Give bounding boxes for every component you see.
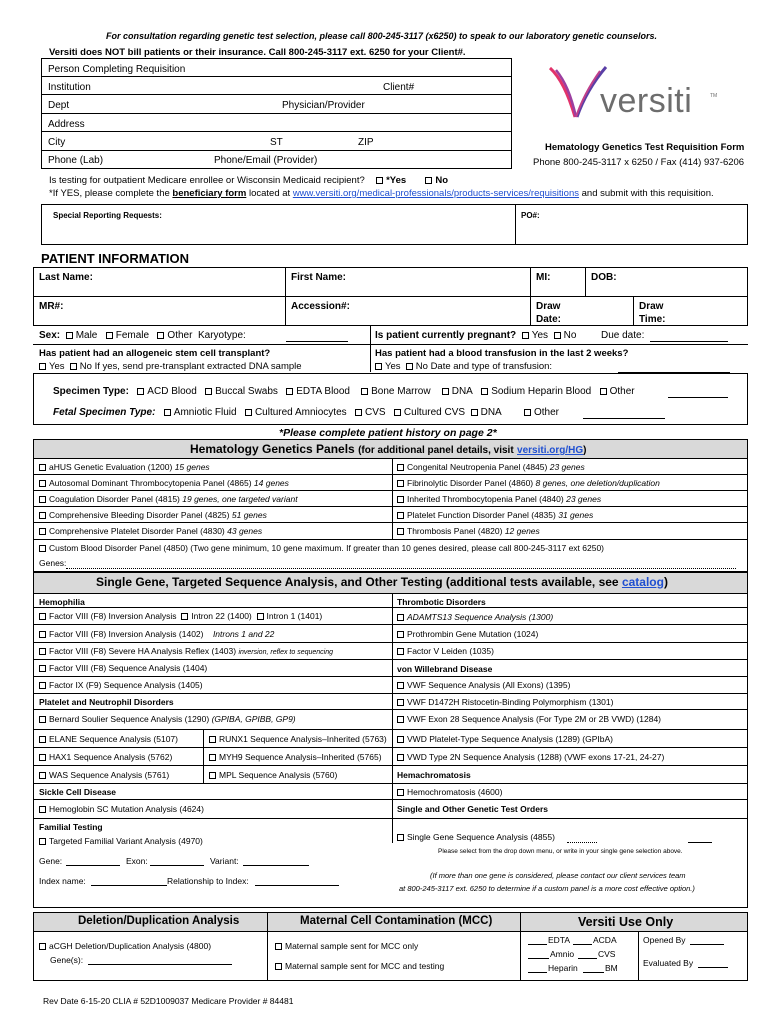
vwf-d1472h-checkbox[interactable] xyxy=(397,699,404,706)
familial-heading: Familial Testing xyxy=(39,822,103,832)
custom-genes-label: Genes: xyxy=(39,558,67,568)
draw-date-field[interactable]: Date: xyxy=(536,314,562,325)
medicare-yes-checkbox[interactable] xyxy=(376,177,383,184)
variant-label: Variant: xyxy=(210,856,239,866)
fetal-other-input[interactable] xyxy=(583,418,665,419)
mr-field[interactable]: MR#: xyxy=(39,301,64,312)
vwf-exon28-checkbox[interactable] xyxy=(397,716,404,723)
sex-male-label: Male xyxy=(75,330,98,341)
panel-item xyxy=(39,510,267,520)
f8-seq-checkbox[interactable] xyxy=(39,665,46,672)
bernard-row xyxy=(39,714,296,724)
transplant-question: Has patient had an allogeneic stem cell transplant? xyxy=(39,348,271,359)
panel-checkbox[interactable] xyxy=(39,528,46,535)
phone-email-field[interactable]: Phone/Email (Provider) xyxy=(214,155,318,166)
panel-checkbox[interactable] xyxy=(397,464,404,471)
panel-gene-count: 31 genes xyxy=(558,510,594,520)
vwd-type2n-label: VWD Type 2N Sequence Analysis (1288) (VWF exons 17-21, 24-27) xyxy=(407,752,665,762)
elane-label: ELANE Sequence Analysis (5107) xyxy=(49,734,178,744)
specimen-row xyxy=(53,386,635,397)
single-heading: Single Gene, Targeted Sequence Analysis, and Other Testing (additional tests available, see xyxy=(96,575,619,589)
exon-input[interactable] xyxy=(150,865,204,866)
fetal-cvs-label: CVS xyxy=(365,407,386,418)
runx1-row xyxy=(209,734,387,744)
cvs-label: CVS xyxy=(598,949,616,959)
transplant-yes-checkbox[interactable] xyxy=(39,363,46,370)
specimen-acd-label: ACD Blood xyxy=(147,386,197,397)
fvl-checkbox[interactable] xyxy=(397,648,404,655)
panel-name: Comprehensive Bleeding Disorder Panel (4825) xyxy=(49,510,230,520)
bm-label: BM xyxy=(605,963,618,973)
specimen-other-input[interactable] xyxy=(668,397,728,398)
city-field[interactable]: City xyxy=(48,137,66,148)
hemochrom-checkbox[interactable] xyxy=(397,789,404,796)
panel-item xyxy=(397,526,540,536)
panel-checkbox[interactable] xyxy=(39,464,46,471)
panel-item xyxy=(397,494,601,504)
pregnant-yes-label: Yes xyxy=(531,330,549,341)
panel-name: aHUS Genetic Evaluation (1200) xyxy=(49,462,173,472)
fvl-row xyxy=(397,646,494,656)
intron22-checkbox[interactable] xyxy=(181,613,188,620)
po-number-field[interactable]: PO#: xyxy=(521,211,540,220)
physician-field[interactable]: Physician/Provider xyxy=(282,100,365,111)
f8-severe-checkbox[interactable] xyxy=(39,648,46,655)
amnio-label: Amnio xyxy=(550,949,575,959)
due-date-label: Due date: xyxy=(601,330,645,341)
deldup-genes-input[interactable] xyxy=(88,964,232,965)
single-seq-row xyxy=(397,832,555,842)
mcc-testing-row xyxy=(275,961,444,971)
hemophilia-heading: Hemophilia xyxy=(39,597,85,607)
intron1-label: Intron 1 (1401) xyxy=(266,611,323,621)
trademark: TM xyxy=(710,93,718,99)
index-label: Index name: xyxy=(39,876,86,886)
acgh-label: aCGH Deletion/Duplication Analysis (4800) xyxy=(49,941,212,951)
draw-time-field[interactable]: Time: xyxy=(639,314,666,325)
acgh-row xyxy=(39,941,211,951)
single-heading-row xyxy=(96,575,668,589)
state-field[interactable]: ST xyxy=(270,137,283,148)
hemochrom-row xyxy=(397,787,502,797)
panels-heading-row xyxy=(190,442,587,456)
panel-name: Thrombosis Panel (4820) xyxy=(407,526,503,536)
sex-male-checkbox[interactable] xyxy=(66,332,73,339)
vwf-all-checkbox[interactable] xyxy=(397,682,404,689)
patient-info-heading: PATIENT INFORMATION xyxy=(41,251,190,266)
specimen-heparin-checkbox[interactable] xyxy=(481,388,488,395)
fetal-other-checkbox[interactable] xyxy=(524,409,531,416)
was-label: WAS Sequence Analysis (5761) xyxy=(49,770,170,780)
accession-field[interactable]: Accession#: xyxy=(291,301,350,312)
f9-seq-checkbox[interactable] xyxy=(39,682,46,689)
versiti-logo-icon xyxy=(548,65,608,120)
fetal-dna-checkbox[interactable] xyxy=(471,409,478,416)
bernard-checkbox[interactable] xyxy=(39,716,46,723)
transfusion-question: Has patient had a blood transfusion in the last 2 weeks? xyxy=(375,348,629,359)
adamts13-label: ADAMTS13 Sequence Analysis (1300) xyxy=(407,612,554,622)
custom-panel-label: Custom Blood Disorder Panel (4850) (Two gene minimum, 10 gene maximum. If greater than 10 genes desired, please call 800-245-3117 ext 6250) xyxy=(49,543,605,553)
due-date-input[interactable] xyxy=(650,341,728,342)
panel-name: Coagulation Disorder Panel (4815) xyxy=(49,494,180,504)
opened-by-label: Opened By xyxy=(643,935,686,945)
targeted-row xyxy=(39,836,203,846)
vwd-type2n-checkbox[interactable] xyxy=(397,754,404,761)
fetal-other-label: Other xyxy=(533,407,559,418)
transplant-no-label: No If yes, send pre-transplant extracted DNA sample xyxy=(79,361,302,372)
prothrombin-row xyxy=(397,629,538,639)
panels-heading-close: ) xyxy=(583,445,587,456)
panel-gene-count: 23 genes xyxy=(566,494,602,504)
single-gene-dropdown[interactable] xyxy=(567,842,597,843)
vwf-d1472h-row xyxy=(397,697,613,707)
custom-genes-input[interactable] xyxy=(66,568,736,569)
specimen-other-checkbox[interactable] xyxy=(600,388,607,395)
panel-gene-count: 15 genes xyxy=(174,462,210,472)
panel-item xyxy=(39,478,289,488)
myh9-checkbox[interactable] xyxy=(209,754,216,761)
panel-checkbox[interactable] xyxy=(39,496,46,503)
specimen-edta-checkbox[interactable] xyxy=(286,388,293,395)
beneficiary-note-pre: *If YES, please complete the xyxy=(49,188,170,199)
karyotype-label: Karyotype: xyxy=(198,330,246,341)
hax1-checkbox[interactable] xyxy=(39,754,46,761)
panel-name: Platelet Function Disorder Panel (4835) xyxy=(407,510,556,520)
fetal-amniotic-label: Amniotic Fluid xyxy=(173,407,237,418)
relationship-label: Relationship to Index: xyxy=(167,876,249,886)
f8-severe-row xyxy=(39,646,333,656)
transplant-no-checkbox[interactable] xyxy=(70,363,77,370)
transplant-yes-label: Yes xyxy=(49,361,65,372)
deldup-genes-label: Gene(s): xyxy=(50,955,84,965)
f8-inversion-label: Factor VIII (F8) Inversion Analysis xyxy=(49,611,177,621)
single-seq-checkbox[interactable] xyxy=(397,834,404,841)
panel-checkbox[interactable] xyxy=(39,512,46,519)
f8-inversion-row xyxy=(39,611,322,621)
index-input[interactable] xyxy=(91,885,167,886)
specimen-buccal-checkbox[interactable] xyxy=(205,388,212,395)
f8-inv-1402-row xyxy=(39,629,274,639)
panel-checkbox[interactable] xyxy=(397,512,404,519)
specimen-heparin-label: Sodium Heparin Blood xyxy=(491,386,592,397)
vwd-platelet-checkbox[interactable] xyxy=(397,736,404,743)
was-checkbox[interactable] xyxy=(39,772,46,779)
sex-label: Sex: xyxy=(39,330,61,341)
pregnant-no-checkbox[interactable] xyxy=(554,332,561,339)
vwf-exon28-row xyxy=(397,714,661,724)
hemoglobin-label: Hemoglobin SC Mutation Analysis (4624) xyxy=(49,804,204,814)
sex-female-label: Female xyxy=(115,330,150,341)
fetal-cultured-cvs-checkbox[interactable] xyxy=(394,409,401,416)
vwf-exon28-label: VWF Exon 28 Sequence Analysis (For Type 2M or 2B VWD) (1284) xyxy=(407,714,662,724)
medicare-no-checkbox[interactable] xyxy=(425,177,432,184)
specimen-marrow-label: Bone Marrow xyxy=(371,386,431,397)
f9-seq-label: Factor IX (F9) Sequence Analysis (1405) xyxy=(49,680,203,690)
thrombotic-heading: Thrombotic Disorders xyxy=(397,597,486,607)
panel-gene-count: 14 genes xyxy=(253,478,289,488)
phone-lab-field[interactable]: Phone (Lab) xyxy=(48,155,104,166)
beneficiary-note-mid: located at xyxy=(248,188,291,199)
panel-name: Autosomal Dominant Thrombocytopenia Panel (4865) xyxy=(49,478,252,488)
panel-gene-count: 8 genes, one deletion/duplication xyxy=(535,478,660,488)
single-seq-label: Single Gene Sequence Analysis (4855) xyxy=(407,832,555,842)
bernard-label: Bernard Soulier Sequence Analysis (1290) xyxy=(49,714,210,724)
panel-name: Comprehensive Platelet Disorder Panel (4830) xyxy=(49,526,225,536)
panel-name: Fibrinolytic Disorder Panel (4860) xyxy=(407,478,534,488)
fetal-row xyxy=(53,407,559,418)
sex-female-checkbox[interactable] xyxy=(106,332,113,339)
hemochrom-label: Hemochromatosis (4600) xyxy=(407,787,503,797)
fetal-dna-label: DNA xyxy=(480,407,502,418)
panel-item xyxy=(397,510,593,520)
targeted-checkbox[interactable] xyxy=(39,838,46,845)
custom-panel-checkbox[interactable] xyxy=(39,545,46,552)
vwd-heading: von Willebrand Disease xyxy=(397,664,493,674)
bernard-genes: (GPIBA, GPIBB, GP9) xyxy=(211,714,296,724)
vwd-type2n-row xyxy=(397,752,664,762)
special-requests-field[interactable]: Special Reporting Requests: xyxy=(53,211,162,220)
mpl-label: MPL Sequence Analysis (5760) xyxy=(219,770,338,780)
acda-label: ACDA xyxy=(593,935,617,945)
prothrombin-label: Prothrombin Gene Mutation (1024) xyxy=(407,629,539,639)
f8-inv-1402-checkbox[interactable] xyxy=(39,631,46,638)
was-row xyxy=(39,770,169,780)
medicare-yes-label: *Yes xyxy=(386,175,407,186)
beneficiary-form-link[interactable]: beneficiary form xyxy=(172,188,247,199)
sex-other-label: Other xyxy=(167,330,193,341)
specimen-dna-label: DNA xyxy=(451,386,473,397)
transfusion-no-checkbox[interactable] xyxy=(406,363,413,370)
deldup-heading: Deletion/Duplication Analysis xyxy=(78,915,240,927)
specimen-buccal-label: Buccal Swabs xyxy=(215,386,278,397)
heparin-label: Heparin xyxy=(548,963,578,973)
myh9-row xyxy=(209,752,382,762)
opened-by-input[interactable] xyxy=(690,944,724,945)
custom-panel-row xyxy=(39,543,604,553)
form-title: Hematology Genetics Test Requisition Form xyxy=(545,142,745,153)
versiti-hg-link[interactable]: versiti.org/HG xyxy=(517,445,584,456)
hax1-label: HAX1 Sequence Analysis (5762) xyxy=(49,752,173,762)
panel-checkbox[interactable] xyxy=(397,528,404,535)
institution-field[interactable]: Institution xyxy=(48,82,91,93)
exon-label: Exon: xyxy=(126,856,148,866)
mcc-heading: Maternal Cell Contamination (MCC) xyxy=(300,915,493,927)
fetal-cvs-checkbox[interactable] xyxy=(355,409,362,416)
panels-heading: Hematology Genetics Panels xyxy=(190,442,355,456)
mcc-only-checkbox[interactable] xyxy=(275,943,282,950)
fetal-cultured-amnio-checkbox[interactable] xyxy=(245,409,252,416)
evaluated-by-label: Evaluated By xyxy=(643,958,694,968)
other-orders-heading: Single and Other Genetic Test Orders xyxy=(397,804,548,814)
specimen-other-label: Other xyxy=(609,386,635,397)
f8-inversion-checkbox[interactable] xyxy=(39,613,46,620)
address-field[interactable]: Address xyxy=(48,119,85,130)
panel-checkbox[interactable] xyxy=(39,480,46,487)
client-field[interactable]: Client# xyxy=(383,82,415,93)
single-heading-close: ) xyxy=(663,575,668,589)
targeted-label: Targeted Familial Variant Analysis (4970) xyxy=(49,836,203,846)
panel-name: Congenital Neutropenia Panel (4845) xyxy=(407,462,548,472)
vwd-platelet-label: VWD Platelet-Type Sequence Analysis (1289) (GPIbA) xyxy=(407,734,613,744)
dob-field[interactable]: DOB: xyxy=(591,272,617,283)
panel-gene-count: 43 genes xyxy=(227,526,263,536)
transfusion-yes-label: Yes xyxy=(385,361,401,372)
vwf-all-row xyxy=(397,680,570,690)
specimen-acd-checkbox[interactable] xyxy=(137,388,144,395)
footer-rev: Rev Date 6-15-20 CLIA # 52D1009037 Medicare Provider # 84481 xyxy=(43,996,294,1006)
history-note: *Please complete patient history on page 2* xyxy=(279,427,497,439)
fetal-cultured-cvs-label: Cultured CVS xyxy=(403,407,466,418)
person-completing-field[interactable]: Person Completing Requisition xyxy=(48,64,186,75)
last-name-field[interactable]: Last Name: xyxy=(39,272,93,283)
panel-checkbox[interactable] xyxy=(397,496,404,503)
hemochrom-heading: Hemachromatosis xyxy=(397,770,471,780)
adamts13-row xyxy=(397,612,553,622)
f8-severe-note: inversion, reflex to sequencing xyxy=(238,649,334,656)
more-genes-note-2: at 800-245-3117 ext. 6250 to determine if a custom panel is a more cost effective option.) xyxy=(399,884,695,893)
requisitions-url-link[interactable]: www.versiti.org/medical-professionals/products-services/requisitions xyxy=(292,188,579,199)
f8-seq-label: Factor VIII (F8) Sequence Analysis (1404) xyxy=(49,663,208,673)
panel-gene-count: 51 genes xyxy=(231,510,267,520)
mcc-testing-checkbox[interactable] xyxy=(275,963,282,970)
fetal-amniotic-checkbox[interactable] xyxy=(164,409,171,416)
transfusion-no-label: No Date and type of transfusion: xyxy=(415,361,553,372)
evaluated-by-input[interactable] xyxy=(698,967,728,968)
elane-checkbox[interactable] xyxy=(39,736,46,743)
hemoglobin-row xyxy=(39,804,204,814)
billing-note: Versiti does NOT bill patients or their insurance. Call 800-245-3117 ext. 6250 for your Client#. xyxy=(49,47,466,58)
transfusion-yes-checkbox[interactable] xyxy=(375,363,382,370)
vwd-platelet-row xyxy=(397,734,613,744)
f9-seq-row xyxy=(39,680,203,690)
versiti-use-heading: Versiti Use Only xyxy=(578,915,674,929)
gene-label: Gene: xyxy=(39,856,63,866)
prothrombin-checkbox[interactable] xyxy=(397,631,404,638)
panel-gene-count: 12 genes xyxy=(504,526,540,536)
acgh-checkbox[interactable] xyxy=(39,943,46,950)
versiti-brand-name: versiti xyxy=(600,82,693,120)
elane-row xyxy=(39,734,178,744)
consult-note: For consultation regarding genetic test selection, please call 800-245-3117 (x6250) to speak to our laboratory genetic counselors. xyxy=(106,31,658,41)
f8-inv-1402-label: Factor VIII (F8) Inversion Analysis (1402) xyxy=(49,629,204,639)
adamts13-checkbox[interactable] xyxy=(397,614,404,621)
dropdown-note: Please select from the drop down menu, or write in your single gene selection above. xyxy=(438,848,683,855)
mcc-only-row xyxy=(275,941,418,951)
gene-input[interactable] xyxy=(66,865,120,866)
panel-checkbox[interactable] xyxy=(397,480,404,487)
panel-item xyxy=(39,462,210,472)
specimen-type-label: Specimen Type: xyxy=(53,386,129,397)
mcc-testing-label: Maternal sample sent for MCC and testing xyxy=(285,961,445,971)
variant-input[interactable] xyxy=(243,865,309,866)
panels-heading-sub: (for additional panel details, visit xyxy=(358,445,514,456)
pregnant-no-label: No xyxy=(563,330,577,341)
dept-field[interactable]: Dept xyxy=(48,100,70,111)
panel-gene-count: 23 genes xyxy=(549,462,585,472)
platelet-heading: Platelet and Neutrophil Disorders xyxy=(39,697,174,707)
intron22-label: Intron 22 (1400) xyxy=(191,611,252,621)
panel-gene-count: 19 genes, one targeted variant xyxy=(182,494,298,504)
draw-date-label-1: Draw xyxy=(536,301,561,312)
myh9-label: MYH9 Sequence Analysis–Inherited (5765) xyxy=(219,752,382,762)
vwf-all-label: VWF Sequence Analysis (All Exons) (1395) xyxy=(407,680,571,690)
more-genes-note-1: (If more than one gene is considered, please contact our client services team xyxy=(430,871,686,880)
mpl-checkbox[interactable] xyxy=(209,772,216,779)
single-gene-write-in[interactable] xyxy=(688,842,712,843)
hax1-row xyxy=(39,752,172,762)
panel-item xyxy=(39,494,298,504)
mi-field[interactable]: MI: xyxy=(536,272,551,283)
lab-contact: Phone 800-245-3117 x 6250 / Fax (414) 937-6206 xyxy=(533,157,745,168)
mcc-only-label: Maternal sample sent for MCC only xyxy=(285,941,419,951)
hemoglobin-checkbox[interactable] xyxy=(39,806,46,813)
panel-item xyxy=(39,526,262,536)
panel-item xyxy=(397,478,660,488)
fetal-cultured-amnio-label: Cultured Amniocytes xyxy=(254,407,347,418)
f8-seq-row xyxy=(39,663,207,673)
karyotype-input[interactable] xyxy=(286,341,348,342)
runx1-label: RUNX1 Sequence Analysis–Inherited (5763) xyxy=(219,734,387,744)
f8-severe-label: Factor VIII (F8) Severe HA Analysis Reflex (1403) xyxy=(49,646,237,656)
panel-item xyxy=(397,462,585,472)
sickle-heading: Sickle Cell Disease xyxy=(39,787,117,797)
runx1-checkbox[interactable] xyxy=(209,736,216,743)
relationship-input[interactable] xyxy=(255,885,339,886)
sex-other-checkbox[interactable] xyxy=(157,332,164,339)
medicare-no-label: No xyxy=(435,175,449,186)
vwf-d1472h-label: VWF D1472H Ristocetin-Binding Polymorphism (1301) xyxy=(407,697,614,707)
mpl-row xyxy=(209,770,337,780)
fetal-type-label: Fetal Specimen Type: xyxy=(53,407,156,418)
panel-name: Inherited Thrombocytopenia Panel (4840) xyxy=(407,494,564,504)
medicare-question: Is testing for outpatient Medicare enrollee or Wisconsin Medicaid recipient? xyxy=(49,175,365,186)
edta-label: EDTA xyxy=(548,935,571,945)
fvl-label: Factor V Leiden (1035) xyxy=(407,646,494,656)
specimen-edta-label: EDTA Blood xyxy=(296,386,350,397)
specimen-dna-checkbox[interactable] xyxy=(442,388,449,395)
pregnant-yes-checkbox[interactable] xyxy=(522,332,529,339)
first-name-field[interactable]: First Name: xyxy=(291,272,347,283)
beneficiary-note-post: and submit with this requisition. xyxy=(581,188,714,199)
pregnant-label: Is patient currently pregnant? xyxy=(375,330,517,341)
intron1-checkbox[interactable] xyxy=(257,613,264,620)
specimen-marrow-checkbox[interactable] xyxy=(361,388,368,395)
catalog-link[interactable]: catalog xyxy=(621,575,664,589)
introns-label: Introns 1 and 22 xyxy=(212,629,275,639)
draw-time-label-1: Draw xyxy=(639,301,664,312)
zip-field[interactable]: ZIP xyxy=(358,137,374,148)
